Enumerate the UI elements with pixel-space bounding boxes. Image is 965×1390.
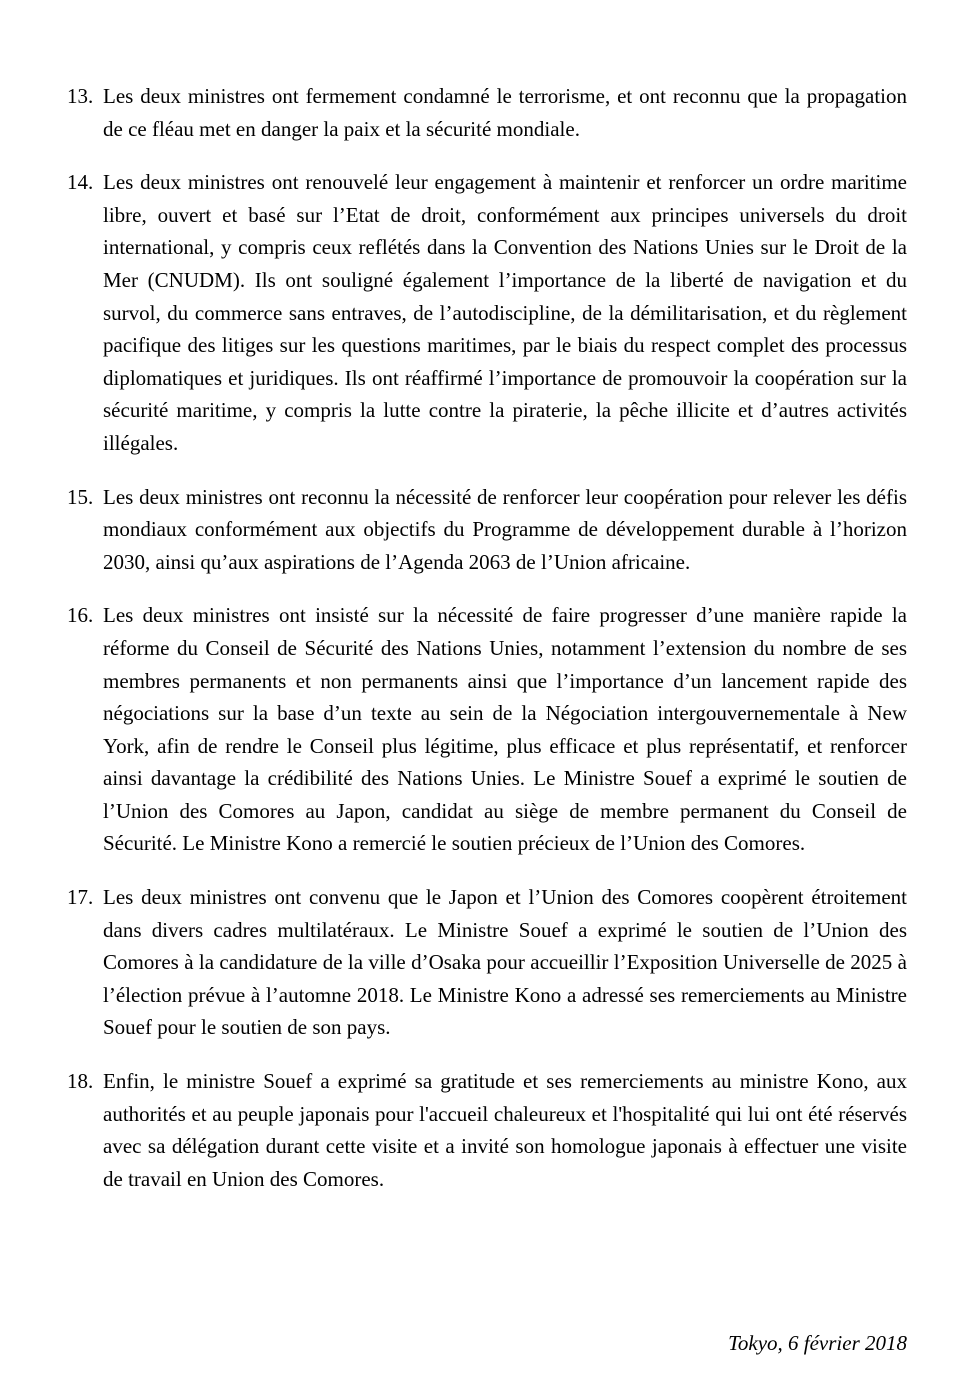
paragraph-16 bbox=[67, 599, 907, 860]
paragraph-number: 13. bbox=[67, 84, 94, 108]
paragraph-15 bbox=[67, 481, 907, 579]
paragraph-text: Les deux ministres ont convenu que le Japon et l’Union des Comores coopèrent étroitement dans divers cadres multilatéraux. Le Ministre Souef a exprimé le soutien de l’Union des Comores à la candidature de la ville d’Osaka pour accueillir l’Exposition Universelle de 2025 à l’élection prévue à l’automne 2018. Le Ministre Kono a adressé ses remerciements au Ministre Souef pour le soutien de son pays. bbox=[103, 885, 907, 1040]
paragraph-17 bbox=[67, 881, 907, 1044]
paragraph-number: 15. bbox=[67, 484, 94, 509]
paragraph-text: Enfin, le ministre Souef a exprimé sa gratitude et ses remerciements au ministre Kono, aux authorités et au peuple japonais pour l'accueil chaleureux et l'hospitalité qui lui ont été réservés avec sa délégation durant cette visite et a invité son homologue japonais à effectuer une visite de travail en Union des Comores. bbox=[103, 1069, 907, 1191]
paragraph-number: 16. bbox=[67, 603, 94, 628]
paragraph-number: 14. bbox=[67, 170, 94, 195]
place-and-date: Tokyo, 6 février 2018 bbox=[728, 1331, 907, 1355]
paragraph-text: Les deux ministres ont renouvelé leur engagement à maintenir et renforcer un ordre maritime libre, ouvert et basé sur l’Etat de droit, conformément aux principes universels du droit international, y compris ceux reflétés dans la Convention des Nations Unies sur le Droit de la Mer (CNUDM). Ils ont souligné également l’importance de la liberté de navigation et du survol, du commerce sans entraves, de l’autodiscipline, de la démilitarisation, et du règlement pacifique des litiges sur les questions maritimes, par le biais du respect complet des processus diplomatiques et juridiques. Ils ont réaffirmé l’importance de promouvoir la coopération sur la sécurité maritime, y compris la lutte contre la piraterie, la pêche illicite et d’autres activités illégales. bbox=[103, 170, 907, 455]
paragraph-text: Les deux ministres ont fermement condamné le terrorisme, et ont reconnu que la propagation de ce fléau met en danger la paix et la sécurité mondiale. bbox=[103, 84, 907, 141]
paragraph-text: Les deux ministres ont reconnu la nécessité de renforcer leur coopération pour relever les défis mondiaux conformément aux objectifs du Programme de développement durable à l’horizon 2030, ainsi qu’aux aspirations de l’Agenda 2063 de l’Union africaine. bbox=[103, 484, 907, 574]
paragraph-14 bbox=[67, 166, 907, 459]
paragraph-text: Les deux ministres ont insisté sur la nécessité de faire progresser d’une manière rapide la réforme du Conseil de Sécurité des Nations Unies, notamment l’extension du nombre de ses membres permanents et non permanents ainsi que l’importance d’un lancement rapide des négociations sur la base d’un texte au sein de la Négociation intergouvernementale à New York, afin de rendre le Conseil plus légitime, plus efficace et plus représentatif, et renforcer ainsi davantage la crédibilité des Nations Unies. Le Ministre Souef a exprimé le soutien de l’Union des Comores au Japon, candidat au siège de membre permanent du Conseil de Sécurité. Le Ministre Kono a remercié le soutien précieux de l’Union des Comores. bbox=[103, 603, 907, 856]
paragraph-13 bbox=[67, 80, 907, 145]
paragraph-number: 18. bbox=[67, 1069, 94, 1094]
numbered-paragraph-list bbox=[67, 80, 907, 1216]
paragraph-number: 17. bbox=[67, 885, 94, 910]
paragraph-18 bbox=[67, 1065, 907, 1195]
